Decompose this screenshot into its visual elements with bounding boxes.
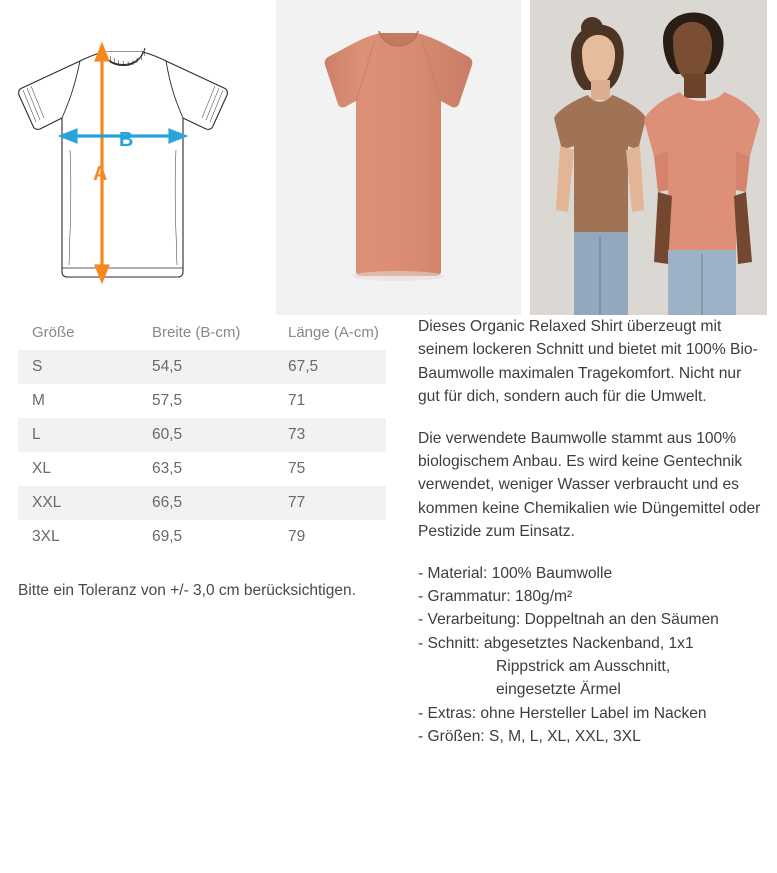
tolerance-note: Bitte ein Toleranz von +/- 3,0 cm berücksichtigen. xyxy=(18,582,356,599)
table-row xyxy=(18,486,386,520)
cell-width: 63,5 xyxy=(138,452,274,486)
spec-schnitt-line-2: Rippstrick am Ausschnitt, xyxy=(496,658,671,676)
description-column xyxy=(390,315,777,749)
cell-length: 75 xyxy=(274,452,386,486)
cell-length: 77 xyxy=(274,486,386,520)
cell-length: 79 xyxy=(274,520,386,554)
column-header-width: Breite (B-cm) xyxy=(152,324,241,341)
cell-size: XXL xyxy=(18,486,138,520)
table-row xyxy=(18,520,386,554)
spec-grammatur: - Grammatur: 180g/m² xyxy=(418,587,573,605)
cell-length: 73 xyxy=(274,418,386,452)
table-row xyxy=(18,350,386,384)
table-row xyxy=(18,384,386,418)
length-label-a: A xyxy=(93,163,108,185)
product-image-row xyxy=(0,0,777,315)
size-chart-table xyxy=(18,315,386,554)
models-photo-cell xyxy=(530,0,767,315)
cell-size: M xyxy=(18,384,138,418)
cell-width: 69,5 xyxy=(138,520,274,554)
width-label-b: B xyxy=(119,129,134,151)
spec-extras: - Extras: ohne Hersteller Label im Nacken xyxy=(418,704,707,722)
cell-size: 3XL xyxy=(18,520,138,554)
t-shirt-measurement-diagram xyxy=(0,0,267,315)
table-row xyxy=(18,418,386,452)
models-wearing-shirts-photo xyxy=(530,0,767,315)
cell-width: 66,5 xyxy=(138,486,274,520)
specification-list xyxy=(418,562,765,749)
cell-size: S xyxy=(18,350,138,384)
spec-schnitt-line-3: eingesetzte Ärmel xyxy=(496,681,621,699)
description-paragraph-1: Dieses Organic Relaxed Shirt überzeugt mit seinem lockeren Schnitt und bietet mit 100% Bio-Baumwolle maximalen Tragekomfort. Nicht nur gut für dich, sondern auch für die Umwelt. xyxy=(418,318,758,406)
cell-width: 57,5 xyxy=(138,384,274,418)
details-section xyxy=(0,315,777,749)
spec-verarbeitung: - Verarbeitung: Doppeltnah an den Säumen xyxy=(418,611,719,629)
table-row xyxy=(18,452,386,486)
cell-width: 54,5 xyxy=(138,350,274,384)
column-header-size: Größe xyxy=(32,324,75,341)
cell-size: XL xyxy=(18,452,138,486)
cell-length: 67,5 xyxy=(274,350,386,384)
spec-groessen: - Größen: S, M, L, XL, XXL, 3XL xyxy=(418,728,641,746)
column-header-length: Länge (A-cm) xyxy=(288,324,379,341)
table-header-row xyxy=(18,315,386,350)
measurement-diagram-cell xyxy=(0,0,267,315)
cell-length: 71 xyxy=(274,384,386,418)
cell-size: L xyxy=(18,418,138,452)
spec-material: - Material: 100% Baumwolle xyxy=(418,564,613,582)
spec-schnitt-line-1: - Schnitt: abgesetztes Nackenband, 1x1 xyxy=(418,634,694,652)
cell-width: 60,5 xyxy=(138,418,274,452)
size-table-column xyxy=(0,315,390,749)
description-paragraph-2: Die verwendete Baumwolle stammt aus 100% biologischem Anbau. Es wird keine Gentechnik verwendet, weniger Wasser verbraucht und es kommen keine Chemikalien wie Düngemittel oder Pestizide zum Einsatz. xyxy=(418,429,761,541)
product-photo-shirt xyxy=(276,0,521,315)
product-photo-cell xyxy=(276,0,521,315)
